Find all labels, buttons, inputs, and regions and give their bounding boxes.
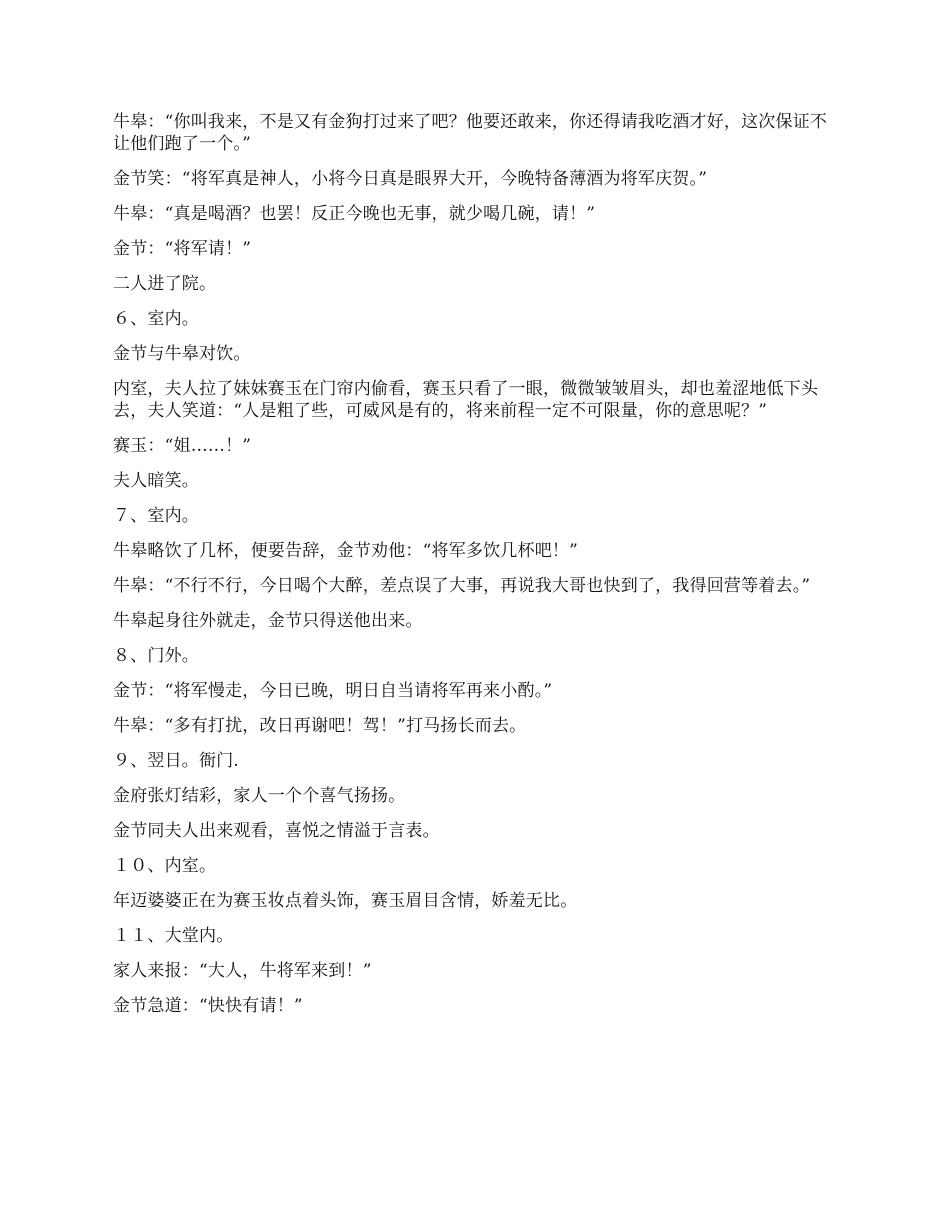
scene-heading-11: １１、大堂内。 xyxy=(113,926,234,946)
paragraph-4: 金节：“将军请！” xyxy=(113,239,252,259)
document-page xyxy=(113,111,843,1030)
paragraph-22: 年迈婆婆正在为赛玉妆点着头饰，赛玉眉目含情，娇羞无比。 xyxy=(113,891,578,911)
scene-heading-6: ６、室内。 xyxy=(113,309,199,329)
paragraph-5: 二人进了院。 xyxy=(113,274,217,294)
paragraph-19: 金府张灯结彩，家人一个个喜气扬扬。 xyxy=(113,786,406,806)
paragraph-13: 牛皋：“不行不行，今日喝个大醉，差点误了大事，再说我大哥也快到了，我得回营等着去。” xyxy=(113,576,811,596)
paragraph-7: 金节与牛皋对饮。 xyxy=(113,344,251,364)
paragraph-25: 金节急道：“快快有请！” xyxy=(113,996,303,1016)
paragraph-20: 金节同夫人出来观看，喜悦之情溢于言表。 xyxy=(113,821,440,841)
paragraph-2: 金节笑：“将军真是神人，小将今日真是眼界大开，今晚特备薄酒为将军庆贺。” xyxy=(113,169,708,189)
paragraph-3: 牛皋：“真是喝酒？也罢！反正今晚也无事，就少喝几碗，请！” xyxy=(113,204,596,224)
scene-heading-7: ７、室内。 xyxy=(113,506,199,526)
paragraph-12: 牛皋略饮了几杯，便要告辞，金节劝他：“将军多饮几杯吧！” xyxy=(113,541,578,561)
paragraph-17: 牛皋：“多有打扰，改日再谢吧！驾！”打马扬长而去。 xyxy=(113,716,527,736)
paragraph-10: 夫人暗笑。 xyxy=(113,471,199,491)
paragraph-16: 金节：“将军慢走，今日已晚，明日自当请将军再来小酌。” xyxy=(113,681,553,701)
scene-heading-8: ８、门外。 xyxy=(113,646,199,666)
paragraph-9: 赛玉：“姐……！” xyxy=(113,436,252,456)
paragraph-24: 家人来报：“大人，牛将军来到！” xyxy=(113,961,372,981)
scene-heading-9: ９、翌日。衙门. xyxy=(113,751,240,771)
paragraph-14: 牛皋起身往外就走，金节只得送他出来。 xyxy=(113,611,423,631)
scene-heading-10: １０、内室。 xyxy=(113,856,217,876)
paragraph-8: 内室，夫人拉了妹妹赛玉在门帘内偷看，赛玉只看了一眼，微微皱皱眉头，却也羞涩地低下头去，夫人笑道：“人是粗了些，可威风是有的，将来前程一定不可限量，你的意思呢？” xyxy=(113,379,819,421)
paragraph-1: 牛皋：“你叫我来，不是又有金狗打过来了吧？他要还敢来，你还得请我吃酒才好，这次保证不让他们跑了一个。” xyxy=(113,112,828,154)
